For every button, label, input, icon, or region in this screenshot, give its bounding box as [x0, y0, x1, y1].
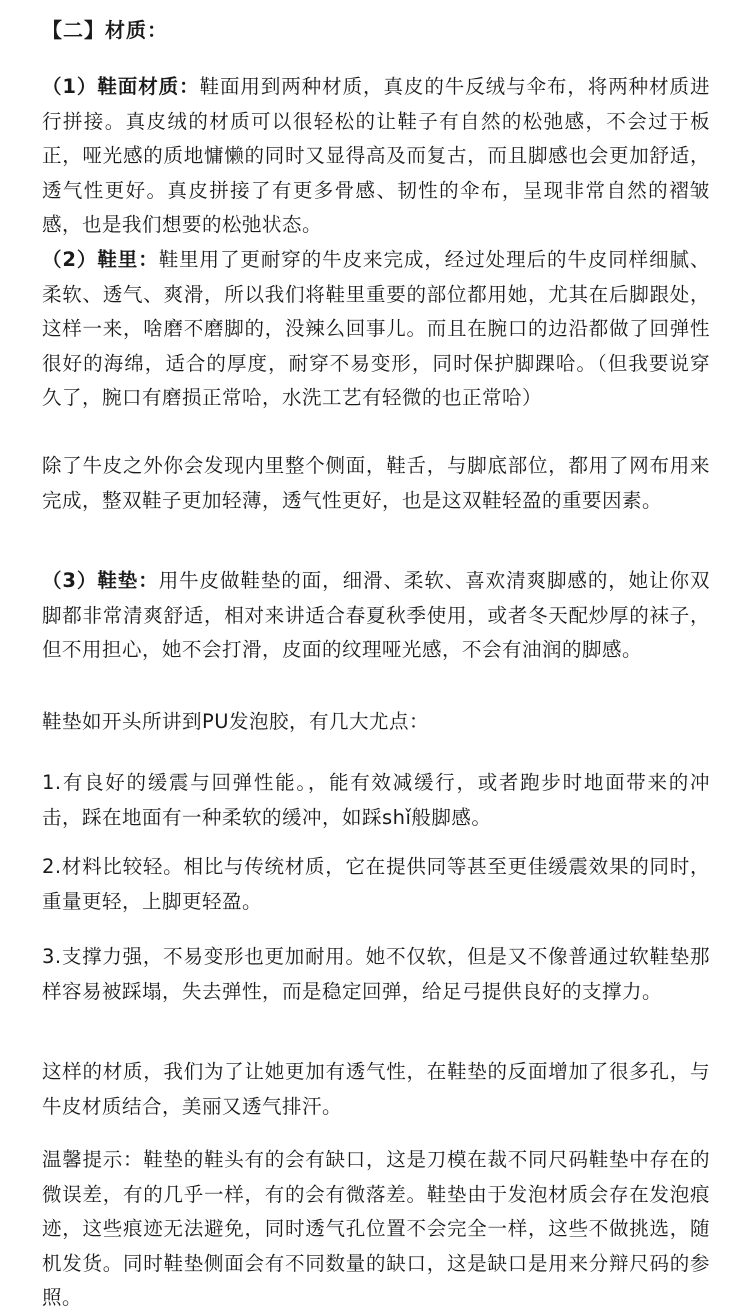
- paragraph-text: 鞋垫如开头所讲到PU发泡胶，有几大尤点：: [42, 710, 430, 733]
- paragraph-text: 3.支撑力强，不易变形也更加耐用。她不仅软，但是又不像普通过软鞋垫那样容易被踩塌，失去弹性，而是稳定回弹，给足弓提供良好的支撑力。: [42, 945, 710, 1003]
- section-heading: 【二】材质：: [42, 18, 168, 42]
- paragraph-text: 用牛皮做鞋垫的面，细滑、柔软、喜欢清爽脚感的，她让你双脚都非常清爽舒适，相对来讲适合春夏秋季使用，或者冬天配炒厚的袜子，但不用担心，她不会打滑，皮面的纹理哑光感，不会有油润的脚感。: [42, 569, 710, 661]
- paragraph-mesh: [42, 449, 710, 518]
- paragraph-text: 这样的材质，我们为了让她更加有透气性，在鞋垫的反面增加了很多孔，与牛皮材质结合，美丽又透气排汗。: [42, 1060, 710, 1118]
- paragraph-text: 除了牛皮之外你会发现内里整个侧面，鞋舌，与脚底部位，都用了网布用来完成，整双鞋子更加轻薄，透气性更好，也是这双鞋轻盈的重要因素。: [42, 454, 710, 512]
- paragraph-lead: （1）鞋面材质：: [42, 75, 200, 98]
- paragraph-lining: [42, 243, 710, 416]
- paragraph-text: 2.材料比较轻。相比与传统材质，它在提供同等甚至更佳缓震效果的同时，重量更轻，上脚更轻盈。: [42, 855, 710, 913]
- paragraph-point-3: [42, 940, 710, 1009]
- paragraph-insole: [42, 564, 710, 668]
- paragraph-upper-material: [42, 70, 710, 243]
- paragraph-lead: （3）鞋垫：: [42, 569, 159, 592]
- paragraph-lead: （2）鞋里：: [42, 248, 159, 271]
- paragraph-text: 温馨提示：鞋垫的鞋头有的会有缺口，这是刀模在裁不同尺码鞋垫中存在的微误差，有的几乎一样，有的会有微落差。鞋垫由于发泡材质会存在发泡痕迹，这些痕迹无法避免，同时透气孔位置不会完全一样，这些不做挑选，随机发货。同时鞋垫侧面会有不同数量的缺口，这是缺口是用来分辩尺码的参照。: [42, 1148, 710, 1309]
- paragraph-pu-intro: [42, 705, 710, 740]
- paragraph-text: 1.有良好的缓震与回弹性能。，能有效减缓行，或者跑步时地面带来的冲击，踩在地面有一种柔软的缓冲，如踩shǐ般脚感。: [42, 771, 710, 829]
- paragraph-breathable: [42, 1055, 710, 1124]
- paragraph-text: 鞋里用了更耐穿的牛皮来完成，经过处理后的牛皮同样细腻、柔软、透气、爽滑，所以我们将鞋里重要的部位都用她，尤其在后脚跟处，这样一来，啥磨不磨脚的，没辣么回事儿。而且在腕口的边沿都做了回弹性很好的海绵，适合的厚度，耐穿不易变形，同时保护脚踝哈。（但我要说穿久了，腕口有磨损正常哈，水洗工艺有轻微的也正常哈）: [42, 248, 710, 409]
- paragraph-reminder: [42, 1143, 710, 1316]
- paragraph-point-2: [42, 850, 710, 919]
- paragraph-point-1: [42, 766, 710, 835]
- paragraph-text: 鞋面用到两种材质，真皮的牛反绒与伞布，将两种材质进行拼接。真皮绒的材质可以很轻松的让鞋子有自然的松弛感，不会过于板正，哑光感的质地慵懒的同时又显得高及而复古，而且脚感也会更加舒适，透气性更好。真皮拼接了有更多骨感、韧性的伞布，呈现非常自然的褶皱感，也是我们想要的松弛状态。: [42, 75, 710, 236]
